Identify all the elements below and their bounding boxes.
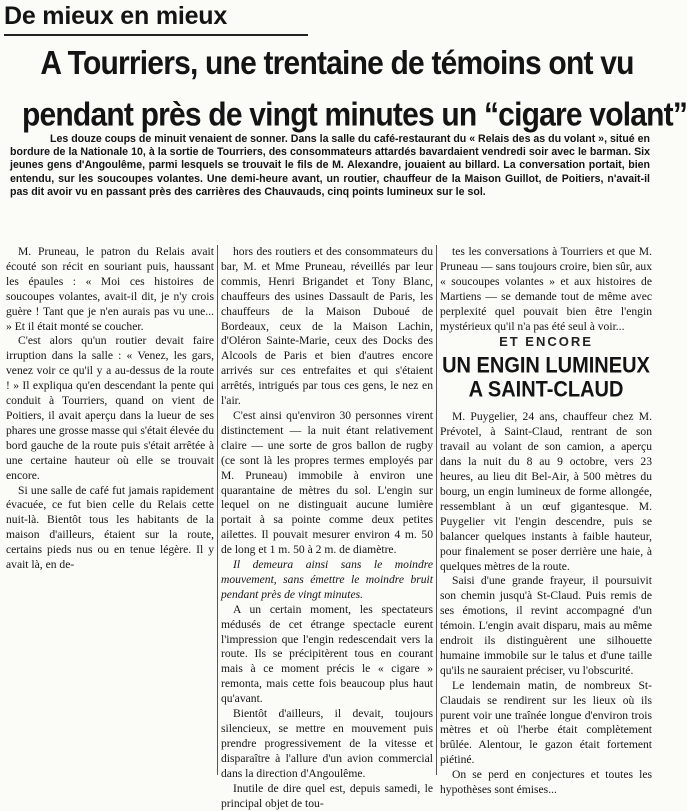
italic-paragraph xyxy=(221,558,433,603)
headline-line-1: A Tourriers, une trentaine de témoins ont vu xyxy=(40,44,634,82)
paragraph: M. Puygelier, 24 ans, chauffeur chez M. Prévotel, à Saint-Claud, rentrant de son travail au volant de son camion, a aperçu dans la nuit du 8 au 9 octobre, vers 23 heures, au lieu dit Bel-Air, à 500 mètres du bourg, un engin lumineux de forme allongée, ressemblant à un œuf gigantesque. M. Puygelier vit l'engin descendre, puis se balancer quelques instants à faible hauteur, pour finalement se poser derrière une haie, à quelques mètres de la route. xyxy=(440,410,652,573)
headline-line-2: pendant près de vingt minutes un “cigare volant” xyxy=(22,96,687,134)
column-2 xyxy=(221,245,433,810)
paragraph: C'est ainsi qu'environ 30 personnes virent distinctement — la nuit étant relativement claire — une sorte de gros ballon de rugby (ce sont là les propres termes employés par M. Pruneau) immobile à environ une quarantaine de mètres du sol. L'engin sur lequel on ne distinguait aucune lumière portait à sa pointe comme deux petites ailettes. Il pouvait mesurer environ 4 m. 50 de long et 1 m. 50 à 2 m. de diamètre. xyxy=(221,408,433,557)
subhead-line-1: UN ENGIN LUMINEUX xyxy=(442,354,650,379)
section-rubric: De mieux en mieux xyxy=(4,0,308,36)
column-divider xyxy=(436,245,437,775)
column-1 xyxy=(6,245,214,778)
paragraph: On se perd en conjectures et toutes les hypothèses sont émises... xyxy=(440,768,652,797)
lead-paragraph: Les douze coups de minuit venaient de sonner. Dans la salle du café-restaurant du « Relais des as du volant », situé en bordure de la Nationale 10, à la sortie de Tourriers, des consommateurs attardés bavardaient vendredi soir avec le barman. Six jeunes gens d'Angoulême, parmi lesquels se trouvait le fils de M. Alexandre, jouaient au billard. La conversation portait, bien entendu, sur les soucoupes volantes. Une demi-heure avant, un routier, chauffeur de la Maison Guillot, de Poitiers, n'avait-il pas dit avoir vu en passant près des carrières des Chauvauds, cinq points lumineux sur le sol. xyxy=(10,133,650,198)
paragraph: M. Pruneau, le patron du Relais avait écouté son récit en souriant puis, haussant les épaules : « Moi ces histoires de soucoupes volantes, avait-il dit, je n'y crois guère ! Tant que je n'en aurais pas vu une... » Et il était monté se coucher. xyxy=(6,245,214,333)
paragraph: Si une salle de café fut jamais rapidement évacuée, ce fut bien celle du Relais cette nuit-là. Bientôt tous les habitants de la maison d'ailleurs, étaient sur la route, certains pieds nus ou en tenue légère. Il y avait là, en de- xyxy=(6,483,214,572)
italic-text: Il demeura ainsi sans le moindre mouvement, sans émettre le moindre bruit pendant près de vingt minutes. xyxy=(221,558,433,601)
headline xyxy=(22,38,687,141)
paragraph: Bientôt d'ailleurs, il devait, toujours silencieux, se mettre en mouvement puis prendre progressivement de la vitesse et disparaître à l'allure d'un avion commercial dans la direction d'Angoulême. xyxy=(221,707,433,780)
paragraph: Inutile de dire quel est, depuis samedi, le principal objet de tou- xyxy=(221,781,433,810)
paragraph: tes les conversations à Tourriers et que M. Pruneau — sans toujours croire, bien sûr, aux « soucoupes volantes » et aux histoires de Martiens — se demande tout de même avec perplexité quel pouvait bien être l'engin mystérieux qu'il n'a pas été seul à voir... xyxy=(440,245,652,333)
paragraph: Le lendemain matin, de nombreux St-Claudais se rendirent sur les lieux où ils purent voir une traînée longue d'environ trois mètres et où l'herbe était complètement brûlée. Alentour, le gazon était fortement piétiné. xyxy=(440,678,652,767)
column-3 xyxy=(440,245,652,797)
paragraph: hors des routiers et des consommateurs du bar, M. et Mme Pruneau, réveillés par leur commis, Henri Brigandet et Tony Blanc, chauffeurs des usines Dassault de Paris, les chauffeurs de la Maison Duboué de Bordeaux, ceux de la Maison Lachin, d'Oléron Sainte-Marie, ceux des Docks des Alcools de Paris et bien d'autres encore arrivés sur ces entrefaites et qui s'étaient arrêtés, intrigués par tous ces gens, le nez en l'air. xyxy=(221,245,433,408)
paragraph: A un certain moment, les spectateurs médusés de cet étrange spectacle eurent l'impression que l'engin redescendait vers la route. Ils se précipitèrent tous en courant mais à ce moment précis le « cigare » remonta, mais cette fois beaucoup plus haut qu'avant. xyxy=(221,602,433,706)
subhead-kicker: ET ENCORE xyxy=(499,334,593,350)
column-divider xyxy=(217,245,218,775)
paragraph: C'est alors qu'un routier devait faire irruption dans la salle : « Venez, les gars, venez voir ce qu'il y a au-dessus de la route ! » Il expliqua qu'en descendant la pente qui conduit à Tourriers, quand on vient de Poitiers, il avait aperçu dans la lueur de ses phares une grosse masse qui s'était élevée du bord gauche de la route puis s'était arrêtée à une certaine hauteur où elle se trouvait encore. xyxy=(6,334,214,482)
subhead-line-2: A SAINT-CLAUD xyxy=(468,378,624,403)
subhead xyxy=(440,354,652,402)
paragraph: Saisi d'une grande frayeur, il poursuivit son chemin jusqu'à St-Claud. Puis remis de ses émotions, il revint accompagné d'un témoin. L'engin avait disparu, mais au même endroit ils distinguèrent une silhouette humaine immobile sur le talus et d'une taille qu'ils ne sauraient préciser, vu l'obscurité. xyxy=(440,574,652,677)
